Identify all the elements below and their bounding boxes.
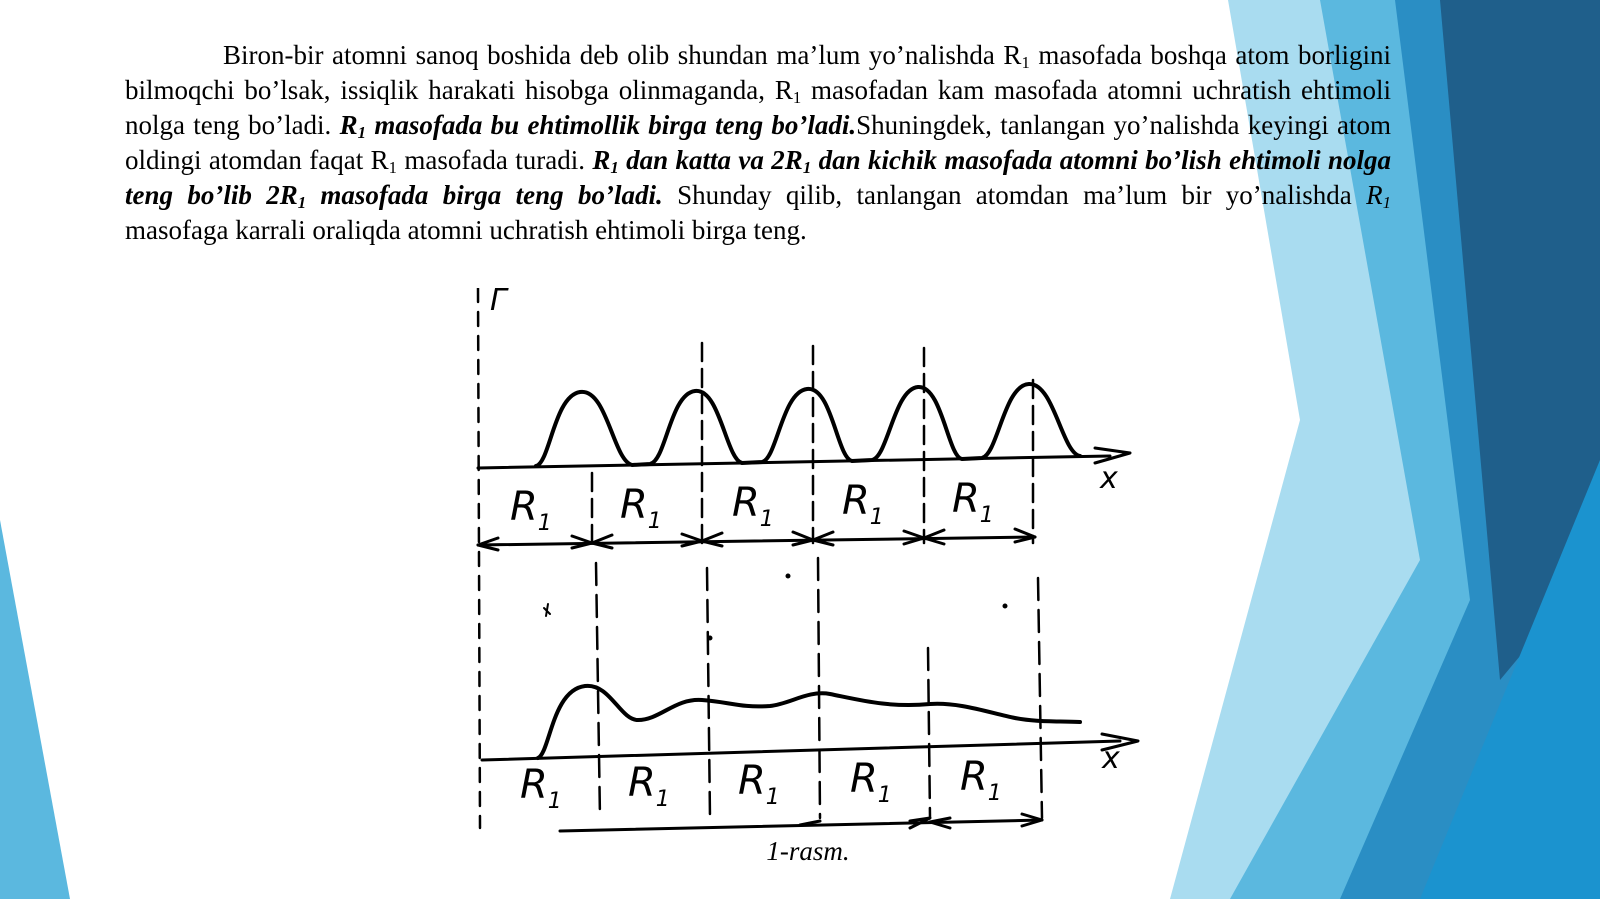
bottom-separator [707, 568, 710, 818]
figure-caption: 1-rasm. [766, 836, 850, 866]
top-segment-label: $R_1$ [510, 484, 552, 536]
top-segment-label: $R_1$ [732, 480, 774, 532]
top-segment-label: $R_1$ [952, 476, 994, 528]
subscript: 1 [1021, 53, 1030, 73]
stray-dot [708, 636, 712, 640]
subscript: 1 [1382, 193, 1391, 213]
y-axis-label: Г [490, 288, 507, 318]
text-run: dan kichik masofada atomni bo’lish ehtimoli nolga teng bo’lib 2R [125, 145, 1392, 210]
bottom-x-label: x [1102, 741, 1120, 776]
text-run: masofaga karrali oraliqda atomni uchratish ehtimoli birga teng. [125, 215, 807, 245]
top-segment-label: $R_1$ [842, 478, 884, 530]
text-run: R [592, 145, 611, 175]
text-run: masofada bu ehtimollik birga teng bo’ladi. [366, 110, 857, 140]
text-run: masofada boshqa atom borligini bilmoqchi bo’lsak, issiqlik harakati hisobga olinmaganda, R [125, 40, 1391, 105]
text-run: Shunday qilib, tanlangan atomdan ma’lum bir yo’nalishda [662, 180, 1367, 210]
top-segment-label: $R_1$ [620, 482, 662, 534]
subscript: 1 [388, 158, 397, 178]
top-x-label: x [1100, 461, 1118, 496]
stray-dot [786, 574, 790, 578]
bottom-segment-label: $R_1$ [738, 758, 780, 810]
text-run: R [1366, 180, 1383, 210]
bottom-x-axis [482, 741, 1120, 760]
bottom-separator [1038, 578, 1042, 818]
y-axis [478, 288, 480, 828]
emphasis-italic [1366, 180, 1391, 213]
bottom-segment-label: $R_1$ [960, 754, 1002, 806]
subscript: 1 [792, 88, 802, 108]
bottom-separator [818, 558, 820, 818]
top-x-axis [478, 456, 1110, 468]
bottom-segment-label: $R_1$ [520, 762, 562, 814]
stray-mark [544, 604, 550, 616]
text-run: Biron-bir atomni sanoq boshida deb olib shundan ma’lum yo’nalishda R [223, 40, 1022, 70]
stray-dot [1003, 604, 1007, 608]
text-run: R [339, 110, 358, 140]
bottom-separator [928, 648, 930, 818]
bg-left-shape [0, 520, 70, 899]
top-dimension-line [478, 537, 1035, 545]
body-paragraph [125, 38, 1391, 248]
text-run: masofadan kam masofada atomni uchratish ehtimoli nolga teng bo’ladi. [125, 75, 1391, 140]
text-run: masofada birga teng bo’ladi. [306, 180, 663, 210]
bottom-damped-curve [538, 686, 1080, 758]
text-run: dan katta va 2R [618, 145, 803, 175]
bottom-segment-label: $R_1$ [628, 760, 670, 812]
emphasis-bold-italic [339, 110, 857, 143]
text-run: masofada turadi. [397, 145, 593, 175]
subscript: 1 [357, 123, 367, 143]
subscript: 1 [802, 158, 812, 178]
bottom-segment-label: $R_1$ [850, 756, 892, 808]
top-segment-labels [510, 476, 994, 536]
text-run: Shuningdek, tanlangan yo’nalishda keyingi atom oldingi atomdan faqat R [125, 110, 1392, 175]
subscript: 1 [297, 193, 307, 213]
top-peaks-curve [536, 384, 1080, 466]
figure-diagram [470, 288, 1160, 848]
subscript: 1 [610, 158, 619, 178]
